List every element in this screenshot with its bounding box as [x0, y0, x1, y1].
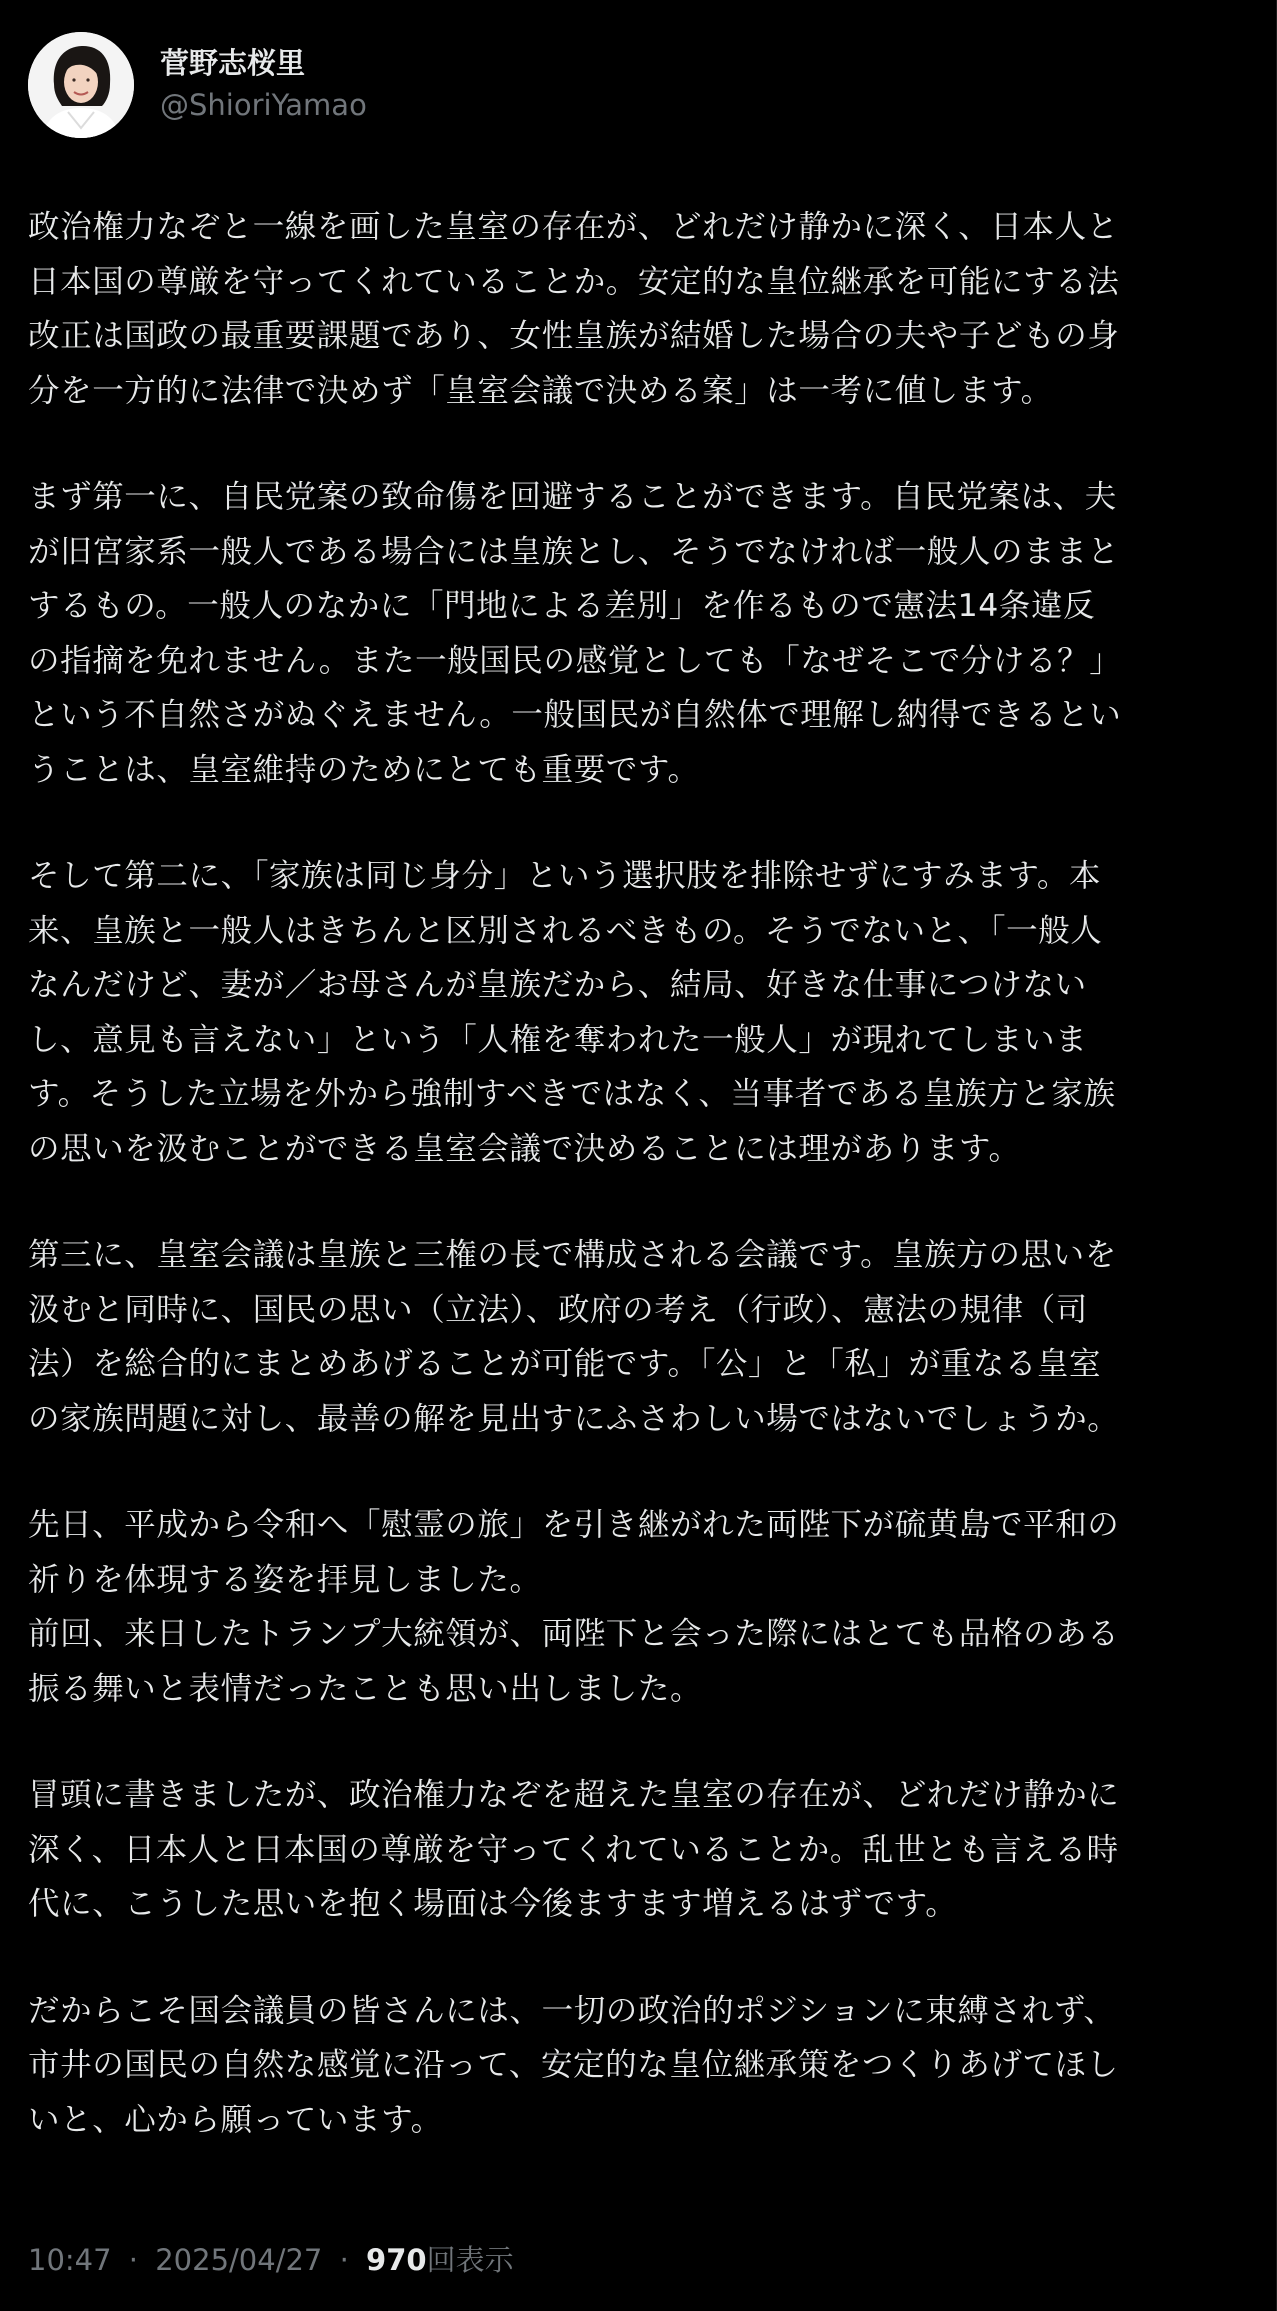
author-display-name[interactable]: 菅野志桜里: [160, 46, 306, 80]
meta-separator: ·: [128, 2243, 139, 2277]
post-meta: [28, 2238, 514, 2279]
post-paragraph: [28, 470, 1248, 797]
post-text-line: の思いを汲むことができる皇室会議で決めることには理があります。: [28, 1130, 1021, 1167]
post-time[interactable]: 10:47: [28, 2243, 112, 2277]
post-paragraph: [28, 1768, 1248, 1932]
post-text-line: という不自然さがぬぐえません。一般国民が自然体で理解し納得できるとい: [28, 697, 1122, 733]
post-text-line: 日本国の尊厳を守ってくれていることか。安定的な皇位継承を可能にする法: [28, 263, 1120, 300]
avatar-photo-icon: [28, 32, 134, 138]
post-paragraph: [28, 1498, 1248, 1716]
post-text-line: し、意見も言えない」という「人権を奪われた一般人」が現れてしまいま: [28, 1021, 1088, 1058]
post-text-line: 深く、日本人と日本国の尊厳を守ってくれていることか。乱世とも言える時: [28, 1831, 1119, 1868]
post-text-line: 市井の国民の自然な感覚に沿って、安定的な皇位継承策をつくりあげてほし: [28, 2047, 1119, 2083]
post-text-line: 法）を総合的にまとめあげることが可能です。「公」と「私」が重なる皇室: [28, 1346, 1102, 1382]
post-paragraph: [28, 1984, 1248, 2148]
post-text-line: だからこそ国会議員の皆さんには、一切の政治的ポジションに束縛されず、: [28, 1992, 1116, 2029]
post-text-line: 来、皇族と一般人はきちんと区別されるべきもの。そうでないと、「一般人: [28, 912, 1103, 949]
post-paragraph: [28, 200, 1248, 418]
views-count[interactable]: 970: [366, 2243, 427, 2277]
post-text-line: が旧宮家系一般人である場合には皇族とし、そうでなければ一般人のままと: [28, 533, 1120, 570]
post-text-line: 冒頭に書きましたが、政治権力なぞを超えた皇室の存在が、どれだけ静かに: [28, 1777, 1120, 1813]
post-text-line: するもの。一般人のなかに「門地による差別」を作るもので憲法14条違反: [28, 588, 1096, 624]
post-text-line: 第三に、皇室会議は皇族と三権の長で構成される会議です。皇族方の思いを: [28, 1237, 1117, 1273]
post-text-line: す。そうした立場を外から強制すべきではなく、当事者である皇族方と家族: [28, 1076, 1116, 1112]
post-text-line: そして第二に、「家族は同じ身分」という選択肢を排除せずにすみます。本: [28, 858, 1102, 894]
post-text-line: なんだけど、妻が／お母さんが皇族だから、結局、好きな仕事につけない: [28, 967, 1087, 1003]
post-date[interactable]: 2025/04/27: [155, 2243, 323, 2277]
post-text-line: いと、心から願っています。: [28, 2101, 443, 2138]
author-handle[interactable]: @ShioriYamao: [160, 88, 367, 122]
views-label: 回表示: [426, 2243, 514, 2277]
post-text-line: うことは、皇室維持のためにとても重要です。: [28, 751, 700, 788]
post-text-line: 振る舞いと表情だったことも思い出しました。: [28, 1670, 703, 1707]
post-body: [28, 200, 1248, 2147]
post-text-line: 代に、こうした思いを抱く場面は今後ますます増えるはずです。: [28, 1886, 958, 1922]
post-text-line: の家族問題に対し、最善の解を見出すにふさわしい場ではないでしょうか。: [28, 1400, 1120, 1437]
post-text-line: の指摘を免れません。また一般国民の感覚としても「なぜそこで分ける？」: [28, 642, 1122, 679]
post-text-line: 先日、平成から令和へ「慰霊の旅」を引き継がれた両陛下が硫黄島で平和の: [28, 1507, 1120, 1543]
post-paragraph: [28, 1228, 1248, 1446]
post-text-line: 汲むと同時に、国民の思い（立法）、政府の考え（行政）、憲法の規律（司: [28, 1291, 1088, 1328]
post-text-line: 政治権力なぞと一線を画した皇室の存在が、どれだけ静かに深く、日本人と: [28, 209, 1119, 245]
meta-separator: ·: [339, 2243, 349, 2277]
post-text-line: 祈りを体現する姿を拝見しました。: [28, 1561, 542, 1598]
post-text-line: まず第一に、自民党案の致命傷を回避することができます。自民党案は、夫: [28, 479, 1117, 515]
tweet-header: [28, 30, 1248, 140]
post-paragraph: [28, 849, 1248, 1176]
avatar[interactable]: [28, 32, 134, 138]
post-text-line: 前回、来日したトランプ大統領が、両陛下と会った際にはとても品格のある: [28, 1616, 1120, 1652]
author-names: [160, 43, 367, 127]
post-text-line: 改正は国政の最重要課題であり、女性皇族が結婚した場合の夫や子どもの身: [28, 318, 1120, 354]
post-text-line: 分を一方的に法律で決めず「皇室会議で決める案」は一考に値します。: [28, 372, 1053, 409]
